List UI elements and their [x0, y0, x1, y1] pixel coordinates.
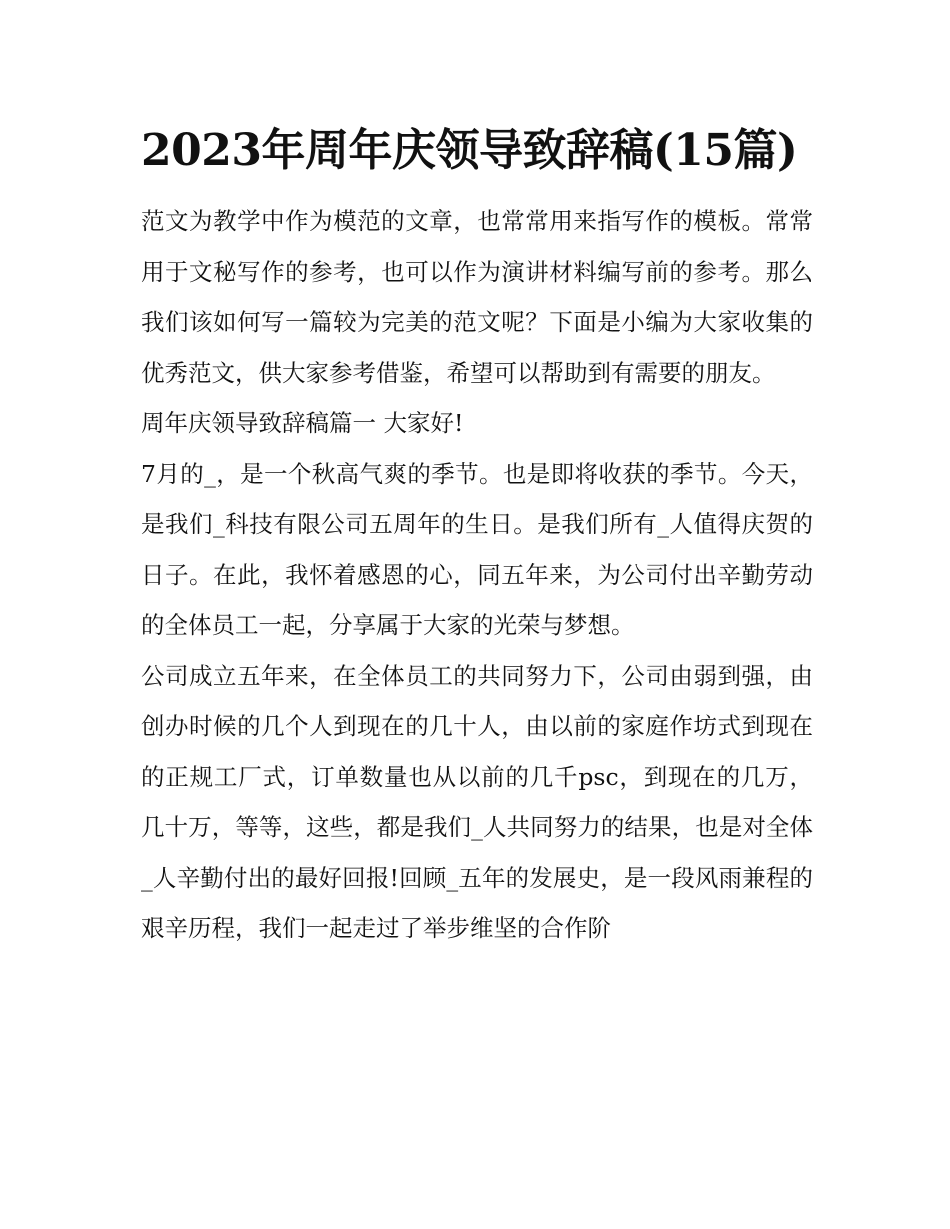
document-body — [141, 112, 813, 954]
body-paragraph-1: 7月的_，是一个秋高气爽的季节。也是即将收获的季节。今天，是我们_科技有限公司五周年的生日。是我们所有_人值得庆贺的日子。在此，我怀着感恩的心，同五年来，为公司付出辛勤劳动的全体员工一起，分享属于大家的光荣与梦想。 — [141, 459, 813, 639]
section-heading-line: 周年庆领导致辞稿篇一 大家好! — [141, 409, 464, 437]
body-paragraph-2: 公司成立五年来，在全体员工的共同努力下，公司由弱到强，由创办时候的几个人到现在的几十人，由以前的家庭作坊式到现在的正规工厂式，订单数量也从以前的几千psc，到现在的几万，几十万，等等，这些，都是我们_人共同努力的结果，也是对全体_人辛勤付出的最好回报!回顾_五年的发展史，是一段风雨兼程的艰辛历程，我们一起走过了举步维坚的合作阶 — [141, 661, 813, 942]
intro-paragraph: 范文为教学中作为模范的文章，也常常用来指写作的模板。常常用于文秘写作的参考，也可以作为演讲材料编写前的参考。那么我们该如何写一篇较为完美的范文呢？下面是小编为大家收集的优秀范文，供大家参考借鉴，希望可以帮助到有需要的朋友。 — [141, 207, 813, 387]
document-title: 2023年周年庆领导致辞稿(15篇) — [141, 125, 798, 176]
